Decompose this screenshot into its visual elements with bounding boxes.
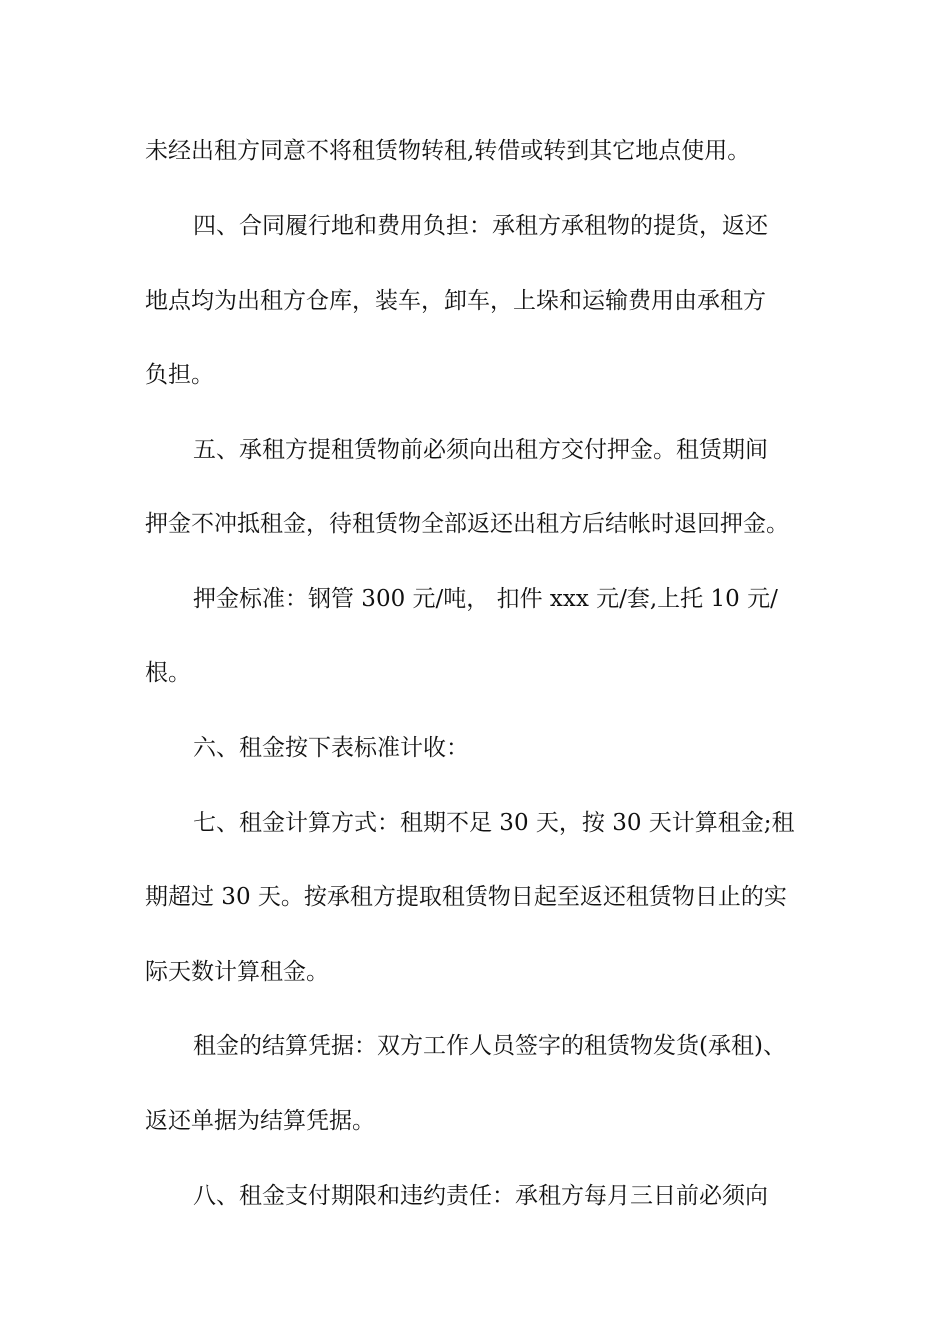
- text-line-14: 返还单据为结算凭据。: [145, 1108, 375, 1134]
- text-line-10: 七、租金计算方式：租期不足 30 天，按 30 天计算租金;租: [193, 810, 795, 836]
- text-line-15: 八、租金支付期限和违约责任：承租方每月三日前必须向: [193, 1183, 768, 1209]
- text-line-13: 租金的结算凭据：双方工作人员签字的租赁物发货(承租)、: [193, 1033, 786, 1059]
- text-line-11: 期超过 30 天。按承租方提取租赁物日起至返还租赁物日止的实: [145, 884, 787, 910]
- text-line-12: 际天数计算租金。: [145, 959, 329, 985]
- text-line-2: 四、合同履行地和费用负担：承租方承租物的提货，返还: [193, 213, 768, 239]
- text-line-7: 押金标准：钢管 300 元/吨， 扣件 xxx 元/套,上托 10 元/: [193, 586, 778, 612]
- text-line-4: 负担。: [145, 362, 214, 388]
- text-line-8: 根。: [145, 660, 191, 686]
- text-line-1: 未经出租方同意不将租赁物转租,转借或转到其它地点使用。: [145, 138, 751, 164]
- text-line-3: 地点均为出租方仓库，装车，卸车，上垛和运输费用由承租方: [145, 288, 766, 314]
- text-line-5: 五、承租方提租赁物前必须向出租方交付押金。租赁期间: [193, 437, 768, 463]
- text-line-9: 六、租金按下表标准计收：: [193, 735, 469, 761]
- text-line-6: 押金不冲抵租金，待租赁物全部返还出租方后结帐时退回押金。: [145, 511, 789, 537]
